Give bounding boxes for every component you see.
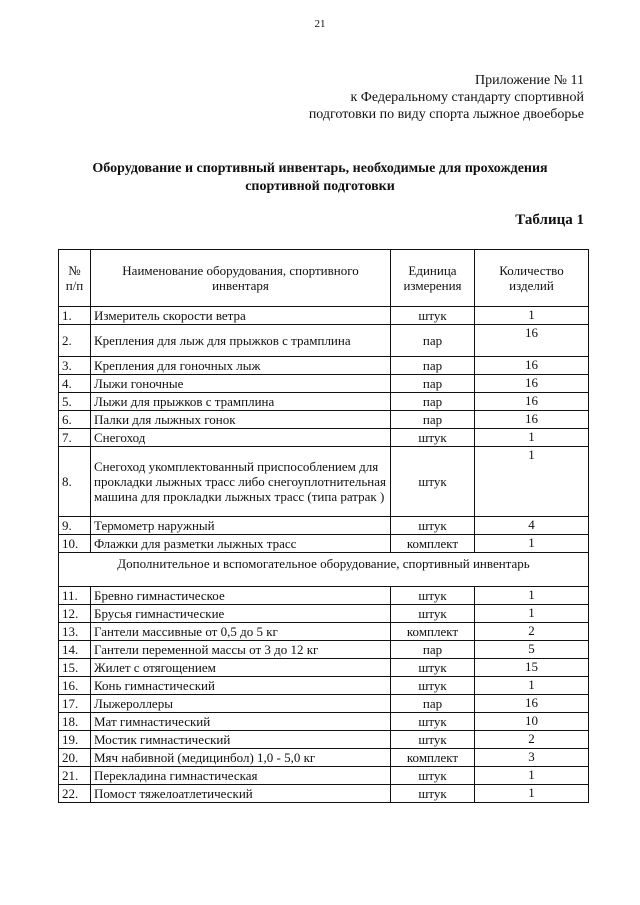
cell-num: 7. <box>59 429 91 447</box>
cell-unit: комплект <box>391 623 475 641</box>
document-title <box>40 160 600 196</box>
cell-name: Бревно гимнастическое <box>91 587 391 605</box>
cell-num: 13. <box>59 623 91 641</box>
table-row <box>59 411 589 429</box>
table-row <box>59 429 589 447</box>
cell-qty: 2 <box>475 731 589 749</box>
cell-name: Крепления для лыж для прыжков с трамплина <box>91 325 391 357</box>
document-title-line-2: спортивной подготовки <box>245 179 395 194</box>
cell-unit: штук <box>391 587 475 605</box>
table-row <box>59 517 589 535</box>
table-row <box>59 623 589 641</box>
cell-unit: штук <box>391 307 475 325</box>
cell-unit: штук <box>391 517 475 535</box>
cell-qty: 1 <box>475 587 589 605</box>
table-row <box>59 767 589 785</box>
cell-qty: 1 <box>475 677 589 695</box>
cell-qty: 3 <box>475 749 589 767</box>
cell-unit: штук <box>391 785 475 803</box>
cell-num: 9. <box>59 517 91 535</box>
cell-num: 22. <box>59 785 91 803</box>
header-num: № п/п <box>59 250 91 307</box>
cell-unit: штук <box>391 429 475 447</box>
appendix-line-1: Приложение № 11 <box>475 73 584 88</box>
cell-qty: 16 <box>475 375 589 393</box>
page-number: 21 <box>314 18 326 30</box>
cell-num: 6. <box>59 411 91 429</box>
cell-unit: штук <box>391 447 475 517</box>
cell-name: Флажки для разметки лыжных трасс <box>91 535 391 553</box>
cell-unit: пар <box>391 357 475 375</box>
table-row <box>59 325 589 357</box>
cell-unit: пар <box>391 695 475 713</box>
equipment-table <box>58 249 589 803</box>
cell-unit: комплект <box>391 749 475 767</box>
table-row <box>59 731 589 749</box>
cell-name: Гантели переменной массы от 3 до 12 кг <box>91 641 391 659</box>
cell-num: 20. <box>59 749 91 767</box>
table-body-extra <box>59 587 589 803</box>
document-title-line-1: Оборудование и спортивный инвентарь, необходимые для прохождения <box>92 161 548 176</box>
table-row <box>59 713 589 731</box>
cell-num: 3. <box>59 357 91 375</box>
section-title: Дополнительное и вспомогательное оборудование, спортивный инвентарь <box>59 553 589 587</box>
cell-name: Помост тяжелоатлетический <box>91 785 391 803</box>
cell-num: 1. <box>59 307 91 325</box>
cell-num: 18. <box>59 713 91 731</box>
table-row <box>59 749 589 767</box>
cell-name: Конь гимнастический <box>91 677 391 695</box>
cell-unit: штук <box>391 767 475 785</box>
table-row <box>59 535 589 553</box>
cell-unit: штук <box>391 677 475 695</box>
cell-qty: 5 <box>475 641 589 659</box>
table-row <box>59 357 589 375</box>
cell-name: Снегоход укомплектованный приспособлением для прокладки лыжных трасс либо снегоуплотнительная машина для прокладки лыжных трасс (типа ратрак ) <box>91 447 391 517</box>
cell-qty: 16 <box>475 325 589 357</box>
table-row <box>59 447 589 517</box>
cell-qty: 16 <box>475 695 589 713</box>
cell-num: 19. <box>59 731 91 749</box>
cell-num: 4. <box>59 375 91 393</box>
cell-name: Перекладина гимнастическая <box>91 767 391 785</box>
cell-name: Измеритель скорости ветра <box>91 307 391 325</box>
cell-name: Термометр наружный <box>91 517 391 535</box>
cell-qty: 16 <box>475 357 589 375</box>
cell-name: Жилет с отягощением <box>91 659 391 677</box>
appendix-line-3: подготовки по виду спорта лыжное двоеборье <box>308 107 584 122</box>
cell-num: 10. <box>59 535 91 553</box>
cell-qty: 1 <box>475 767 589 785</box>
header-name: Наименование оборудования, спортивного инвентаря <box>91 250 391 307</box>
cell-name: Мяч набивной (медицинбол) 1,0 - 5,0 кг <box>91 749 391 767</box>
cell-unit: пар <box>391 411 475 429</box>
cell-unit: штук <box>391 659 475 677</box>
cell-name: Брусья гимнастические <box>91 605 391 623</box>
cell-num: 12. <box>59 605 91 623</box>
cell-qty: 10 <box>475 713 589 731</box>
table-row <box>59 605 589 623</box>
header-qty: Количество изделий <box>475 250 589 307</box>
cell-qty: 1 <box>475 429 589 447</box>
table-section <box>59 553 589 587</box>
cell-qty: 1 <box>475 447 589 517</box>
cell-qty: 1 <box>475 307 589 325</box>
cell-name: Гантели массивные от 0,5 до 5 кг <box>91 623 391 641</box>
table-row <box>59 785 589 803</box>
table-row <box>59 677 589 695</box>
cell-name: Мат гимнастический <box>91 713 391 731</box>
cell-unit: комплект <box>391 535 475 553</box>
cell-num: 11. <box>59 587 91 605</box>
cell-num: 2. <box>59 325 91 357</box>
cell-qty: 4 <box>475 517 589 535</box>
cell-num: 8. <box>59 447 91 517</box>
cell-unit: пар <box>391 375 475 393</box>
cell-qty: 16 <box>475 393 589 411</box>
table-row <box>59 375 589 393</box>
cell-name: Снегоход <box>91 429 391 447</box>
cell-unit: пар <box>391 325 475 357</box>
cell-qty: 1 <box>475 535 589 553</box>
cell-name: Палки для лыжных гонок <box>91 411 391 429</box>
cell-qty: 2 <box>475 623 589 641</box>
table-body-main <box>59 307 589 553</box>
cell-num: 16. <box>59 677 91 695</box>
appendix-header <box>309 72 584 123</box>
cell-name: Лыжероллеры <box>91 695 391 713</box>
cell-name: Лыжи гоночные <box>91 375 391 393</box>
cell-name: Крепления для гоночных лыж <box>91 357 391 375</box>
table-row <box>59 641 589 659</box>
cell-unit: штук <box>391 713 475 731</box>
cell-unit: пар <box>391 641 475 659</box>
table-row <box>59 695 589 713</box>
cell-name: Лыжи для прыжков с трамплина <box>91 393 391 411</box>
cell-unit: пар <box>391 393 475 411</box>
table-row <box>59 587 589 605</box>
appendix-line-2: к Федеральному стандарту спортивной <box>350 90 584 105</box>
section-row <box>59 553 589 587</box>
header-unit: Единица измерения <box>391 250 475 307</box>
table-row <box>59 307 589 325</box>
cell-unit: штук <box>391 605 475 623</box>
table-row <box>59 659 589 677</box>
table-header-row <box>59 250 589 307</box>
table-label: Таблица 1 <box>515 212 584 228</box>
cell-qty: 15 <box>475 659 589 677</box>
cell-qty: 1 <box>475 605 589 623</box>
cell-qty: 1 <box>475 785 589 803</box>
cell-name: Мостик гимнастический <box>91 731 391 749</box>
cell-num: 15. <box>59 659 91 677</box>
cell-num: 17. <box>59 695 91 713</box>
cell-num: 14. <box>59 641 91 659</box>
cell-num: 21. <box>59 767 91 785</box>
cell-num: 5. <box>59 393 91 411</box>
cell-qty: 16 <box>475 411 589 429</box>
table-row <box>59 393 589 411</box>
cell-unit: штук <box>391 731 475 749</box>
